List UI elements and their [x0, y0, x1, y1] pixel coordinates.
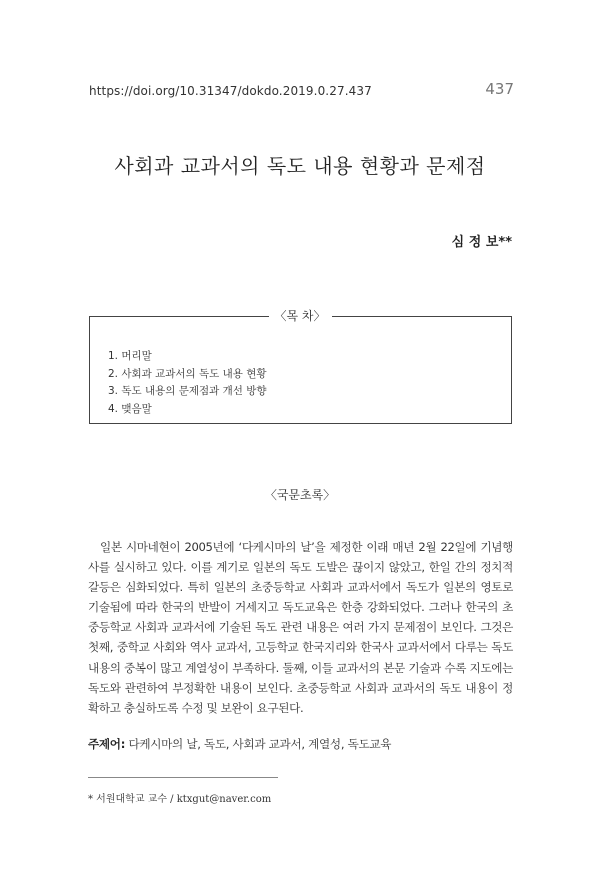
keywords-line [88, 736, 391, 752]
author-name: 심 정 보** [451, 235, 512, 250]
abstract-heading: 〈국문초록〉 [264, 488, 336, 502]
toc-list [108, 348, 267, 418]
page-number: 437 [485, 80, 514, 98]
abstract-body: 일본 시마네현이 2005년에 ‘다케시마의 날’을 제정한 이래 매년 2월 22일에 기념행사를 실시하고 있다. 이를 계기로 일본의 독도 도발은 끊이지 않았고, 한일 간의 정치적 갈등은 심화되었다. 특히 일본의 초중등학교 사회과 교과서에서 독도가 일본의 영토로 기술됨에 따라 한국의 반발이 거세지고 독도교육은 한층 강화되었다. 그러나 한국의 초중등학교 사회과 교과서에 기술된 독도 관련 내용은 여러 가지 문제점이 보인다. 그것은 첫째, 중학교 사회와 역사 교과서, 고등학교 한국지리와 한국사 교과서에서 다루는 독도 내용의 중복이 많고 계열성이 부족하다. 둘째, 이들 교과서의 본문 기술과 수록 지도에는 독도와 관련하여 부정확한 내용이 보인다. 초중등학교 사회과 교과서의 독도 내용이 정확하고 충실하도록 수정 및 보완이 요구된다. [88, 540, 513, 715]
toc-item: 3. 독도 내용의 문제점과 개선 방향 [108, 385, 267, 397]
page-header [89, 80, 514, 100]
toc-item: 1. 머리말 [108, 350, 152, 362]
footnote-divider [88, 777, 278, 778]
toc-heading-text: 〈목 차〉 [269, 309, 332, 323]
footnote: * 서원대학교 교수 / ktxgut@naver.com [88, 794, 272, 805]
paper-title: 사회과 교과서의 독도 내용 현황과 문제점 [114, 154, 486, 178]
keywords-label: 주제어: [88, 737, 126, 751]
toc-heading [0, 307, 600, 324]
toc-item: 4. 맺음말 [108, 402, 152, 415]
keywords-text: 다케시마의 날, 독도, 사회과 교과서, 계열성, 독도교육 [128, 737, 392, 751]
toc-item: 2. 사회과 교과서의 독도 내용 현황 [108, 367, 267, 380]
doi-link[interactable]: https://doi.org/10.31347/dokdo.2019.0.27.437 [89, 84, 372, 98]
